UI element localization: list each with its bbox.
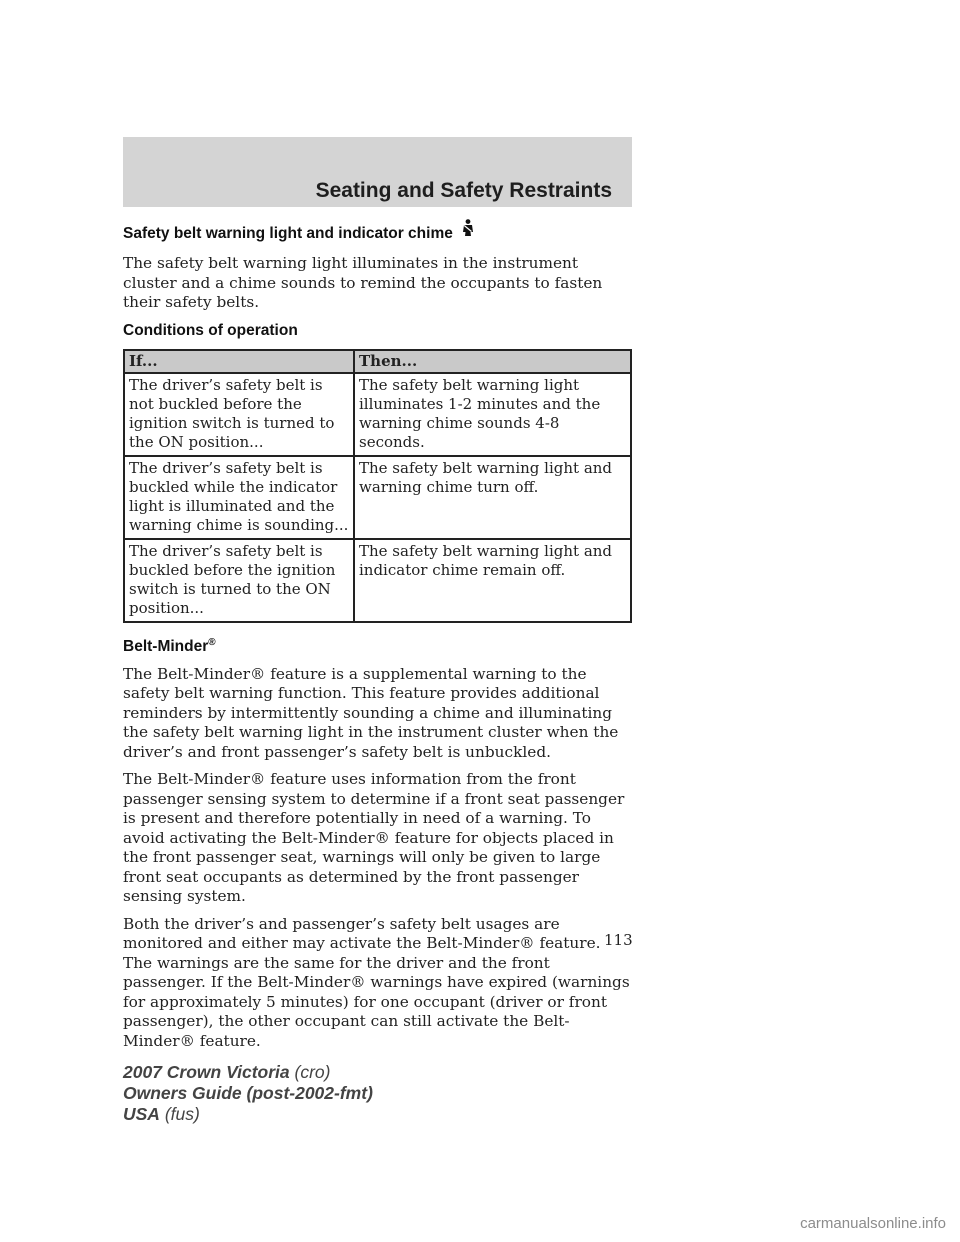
column-header-then: Then... (354, 350, 631, 373)
beltminder-paragraph-2: The Belt-Minder® feature uses information from the front passenger sensing system to determine if a front seat passenger is present and therefore potentially in need of a warning. To avoid activating the Belt-Minder® feature for objects placed in the front passenger seat, warnings will only be given to large front seat occupants as determined by the front passenger sensing system. (123, 770, 625, 905)
section-title: Seating and Safety Restraints (315, 179, 612, 202)
seatbelt-warning-heading-text: Safety belt warning light and indicator chime (123, 225, 453, 243)
beltminder-heading-text: Belt-Minder (123, 637, 209, 655)
footer-market-code: (fus) (159, 1104, 200, 1124)
conditions-table (123, 349, 632, 623)
table-row (124, 373, 631, 456)
beltminder-heading (123, 637, 632, 657)
watermark: carmanualsonline.info (800, 1215, 946, 1232)
footer-model: 2007 Crown Victoria (123, 1062, 290, 1082)
condition-then-cell: The safety belt warning light and indicator chime remain off. (354, 539, 631, 622)
beltminder-paragraph-3: Both the driver’s and passenger’s safety belt usages are monitored and either may activate the Belt-Minder® feature. The warnings are the same for the driver and the front passenger. If the Belt-Minder® warnings have expired (warnings for approximately 5 minutes) for one occupant (driver or front passenger), the other occupant can still activate the Belt-Minder® feature. (123, 914, 630, 1050)
section-header-band (123, 137, 632, 207)
document-footer (123, 1062, 373, 1125)
column-header-if: If... (124, 350, 354, 373)
footer-guide: Owners Guide (post-2002-fmt) (123, 1083, 373, 1103)
footer-market: USA (123, 1104, 160, 1124)
condition-if-cell: The driver’s safety belt is buckled before the ignition switch is turned to the ON position... (124, 539, 354, 622)
registered-mark: ® (208, 636, 216, 648)
condition-if-cell: The driver’s safety belt is not buckled before the ignition switch is turned to the ON position... (124, 373, 354, 456)
footer-model-code: (cro) (289, 1062, 331, 1082)
condition-then-cell: The safety belt warning light illuminates 1-2 minutes and the warning chime sounds 4-8 seconds. (354, 373, 631, 456)
seatbelt-warning-body: The safety belt warning light illuminates in the instrument cluster and a chime sounds to remind the occupants to fasten their safety belts. (123, 254, 603, 311)
condition-if-cell: The driver’s safety belt is buckled while the indicator light is illuminated and the warning chime is sounding... (124, 456, 354, 539)
table-row (124, 539, 631, 622)
page-content (123, 222, 632, 1059)
seatbelt-person-icon (461, 219, 475, 243)
page-number: 113 (604, 931, 633, 949)
table-header-row (124, 350, 631, 373)
condition-then-cell: The safety belt warning light and warning chime turn off. (354, 456, 631, 539)
seatbelt-warning-heading (123, 222, 632, 246)
beltminder-paragraph-1: The Belt-Minder® feature is a supplemental warning to the safety belt warning function. This feature provides additional reminders by intermittently sounding a chime and illuminating the safety belt warning light in the instrument cluster when the driver’s and front passenger’s safety belt is unbuckled. (123, 664, 619, 761)
table-row (124, 456, 631, 539)
conditions-heading: Conditions of operation (123, 321, 298, 339)
